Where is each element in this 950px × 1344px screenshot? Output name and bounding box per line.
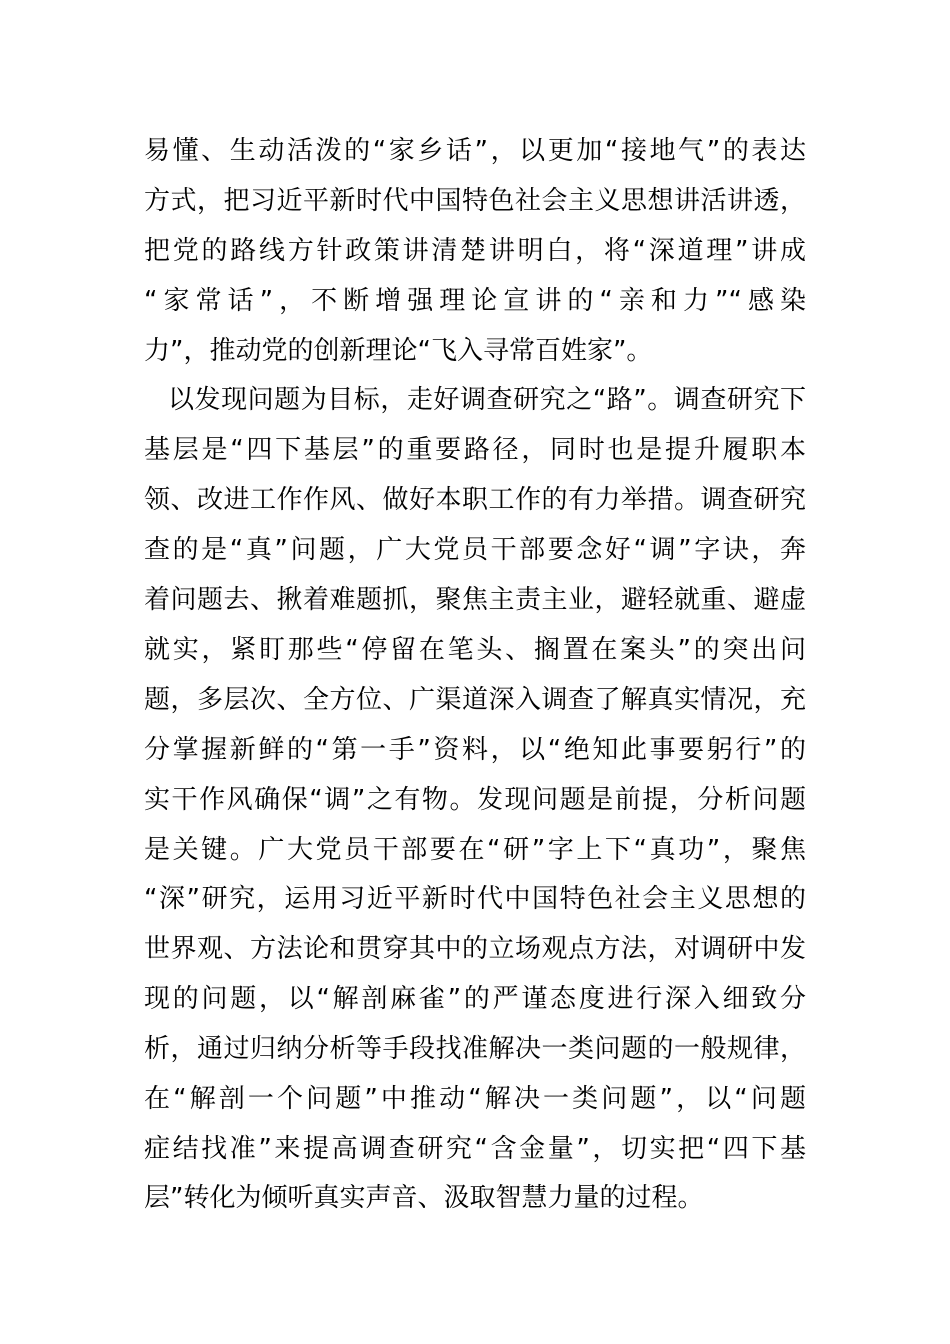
text-line: 现的问题，以“解剖麻雀”的严谨态度进行深入细致分 [144,984,806,1014]
text-line: 就实，紧盯那些“停留在笔头、搁置在案头”的突出问 [144,635,806,665]
text-line: 领、改进工作作风、做好本职工作的有力举措。调查研究 [144,485,806,515]
text-line: 在“解剖一个问题”中推动“解决一类问题”，以“问题 [144,1084,806,1114]
text-line: 实干作风确保“调”之有物。发现问题是前提，分析问题 [144,785,806,815]
text-line: 层”转化为倾听真实声音、汲取智慧力量的过程。 [144,1183,704,1213]
text-line: 题，多层次、全方位、广渠道深入调查了解真实情况，充 [144,685,806,715]
text-line: “家常话”，不断增强理论宣讲的“亲和力”“感染 [144,286,806,316]
text-line: 把党的路线方针政策讲清楚讲明白，将“深道理”讲成 [144,236,806,266]
text-line: 易懂、生动活泼的“家乡话”，以更加“接地气”的表达 [144,136,806,166]
text-line: 方式，把习近平新时代中国特色社会主义思想讲活讲透， [144,186,806,216]
text-line: 力”，推动党的创新理论“飞入寻常百姓家”。 [144,336,653,366]
text-line: 分掌握新鲜的“第一手”资料，以“绝知此事要躬行”的 [144,735,806,765]
text-line: 着问题去、揪着难题抓，聚焦主责主业，避轻就重、避虚 [144,585,806,615]
paragraph-first-line: 以发现问题为目标，走好调查研究之“路”。调查研究下 [168,385,806,415]
text-line: 世界观、方法论和贯穿其中的立场观点方法，对调研中发 [144,934,806,964]
text-line: 是关键。广大党员干部要在“研”字上下“真功”，聚焦 [144,835,806,865]
text-line: 症结找准”来提高调查研究“含金量”，切实把“四下基 [144,1134,806,1164]
text-line: 析，通过归纳分析等手段找准解决一类问题的一般规律， [144,1034,806,1064]
text-line: “深”研究，运用习近平新时代中国特色社会主义思想的 [144,884,806,914]
text-line: 基层是“四下基层”的重要路径，同时也是提升履职本 [144,435,806,465]
text-line: 查的是“真”问题，广大党员干部要念好“调”字诀，奔 [144,535,806,565]
